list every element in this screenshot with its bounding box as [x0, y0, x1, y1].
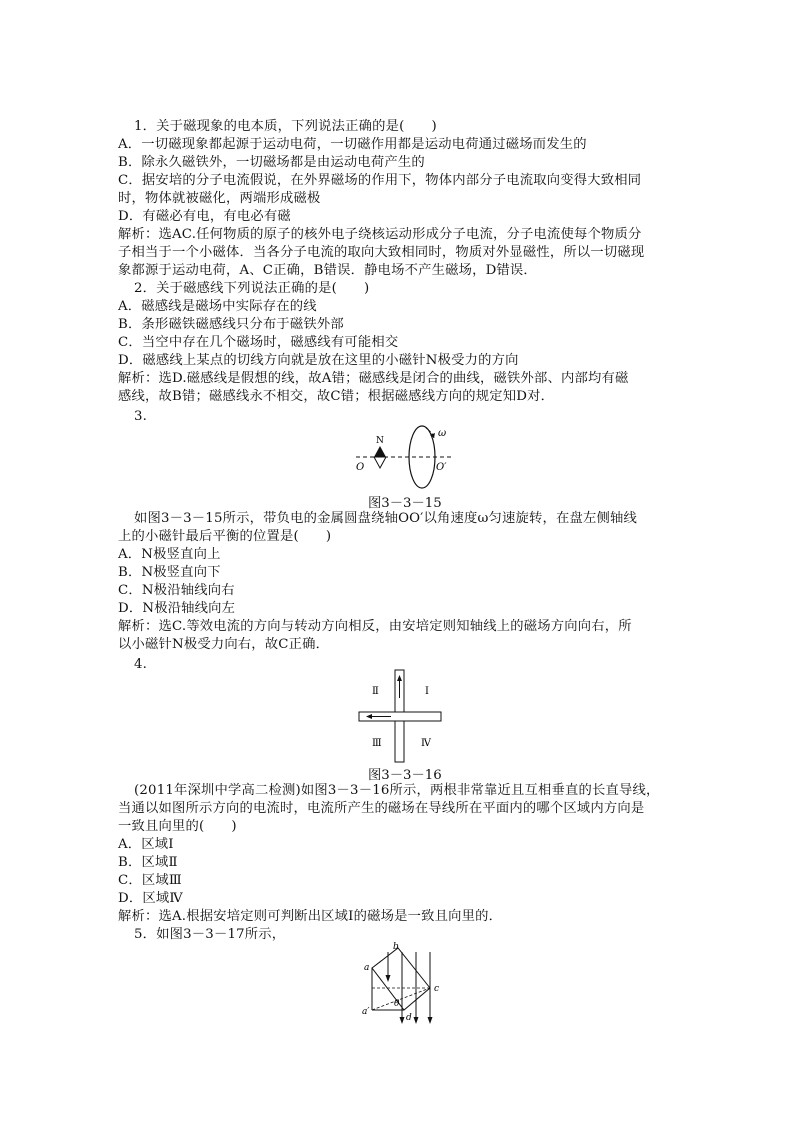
q2-analysis-line1: 解析：选D.磁感线是假想的线，故A错；磁感线是闭合的曲线，磁铁外部、内部均有磁 — [118, 371, 629, 386]
figure-3-3-16-caption: 图3－3－16 — [368, 768, 442, 783]
figure-3-3-16 — [355, 668, 445, 764]
q3-analysis-line1: 解析：选C.等效电流的方向与转动方向相反，由安培定则知轴线上的磁场方向向右，所 — [118, 619, 632, 634]
q3-option-a: A．N极竖直向上 — [118, 547, 221, 562]
q3-analysis-line2: 以小磁针N极受力向右，故C正确． — [118, 637, 330, 652]
label-o: O — [356, 462, 365, 473]
compass-needle-north — [374, 446, 386, 457]
q2-option-a: A．磁感线是磁场中实际存在的线 — [118, 299, 317, 314]
q3-number: 3. — [134, 409, 148, 424]
q1-option-c: C．据安培的分子电流假说，在外界磁场的作用下，物体内部分子电流取向变得大致相同 — [118, 173, 642, 188]
figure-3-3-15 — [350, 420, 460, 490]
label-d: d — [406, 1013, 412, 1023]
q1-option-b: B．除永久磁铁外，一切磁场都是由运动电荷产生的 — [118, 155, 425, 170]
q2-stem: 2．关于磁感线下列说法正确的是( ) — [134, 281, 370, 296]
down-arrow-icon — [386, 975, 391, 982]
q4-option-d: D．区域Ⅳ — [118, 891, 183, 906]
q1-analysis-line1: 解析：选AC.任何物质的原子的核外电子绕核运动形成分子电流，分子电流使每个物质分 — [118, 227, 642, 242]
label-c: c — [434, 984, 440, 994]
crossed-wires-diagram — [355, 668, 445, 764]
label-b: b — [393, 942, 399, 952]
q4-number: 4. — [134, 657, 148, 672]
q4-option-b: B．区域Ⅱ — [118, 855, 178, 870]
q1-option-a: A．一切磁现象都起源于运动电荷，一切磁作用都是运动电荷通过磁场而发生的 — [118, 137, 587, 152]
q3-option-b: B．N极竖直向下 — [118, 565, 221, 580]
region-2-label: Ⅱ — [372, 686, 379, 697]
disk-compass-diagram — [350, 420, 460, 490]
q4-analysis-line1: 解析：选A.根据安培定则可判断出区域Ⅰ的磁场是一致且向里的． — [118, 909, 503, 924]
q2-analysis-line2: 感线，故B错；磁感线永不相交，故C错；根据磁感线方向的规定知D对． — [118, 389, 555, 404]
q3-option-c: C．N极沿轴线向右 — [118, 583, 235, 598]
down-arrow-icon — [400, 1017, 405, 1024]
q2-option-b: B．条形磁铁磁感线只分布于磁铁外部 — [118, 317, 344, 332]
q4-option-c: C．区域Ⅲ — [118, 873, 182, 888]
figure-3-3-15-caption: 图3－3－15 — [368, 496, 442, 511]
label-a: a — [364, 963, 370, 973]
magnetic-field-frame-diagram — [360, 940, 450, 1026]
label-omega: ω — [438, 428, 447, 439]
region-3-label: Ⅲ — [372, 738, 382, 749]
q3-option-d: D．N极沿轴线向左 — [118, 601, 236, 616]
compass-needle-south — [374, 457, 386, 468]
q4-stem-line1: (2011年深圳中学高二检测)如图3－3－16所示，两根非常靠近且互相垂直的长直导线， — [134, 783, 660, 798]
region-1-label: Ⅰ — [425, 686, 429, 697]
label-o-prime: O′ — [436, 462, 447, 473]
q4-option-a: A．区域Ⅰ — [118, 837, 174, 852]
q1-analysis-line2: 子相当于一个小磁体．当各分子电流的取向大致相同时，物质对外显磁性，所以一切磁现 — [118, 245, 645, 260]
label-n: N — [376, 436, 384, 446]
region-4-label: Ⅳ — [421, 738, 431, 749]
q2-option-d: D．磁感线上某点的切线方向就是放在这里的小磁针N极受力的方向 — [118, 353, 519, 368]
q2-option-c: C．当空中存在几个磁场时，磁感线有可能相交 — [118, 335, 399, 350]
q4-stem-line2: 当通以如图所示方向的电流时，电流所产生的磁场在导线所在平面内的哪个区域内方向是 — [118, 801, 645, 816]
label-a-prime: a′ — [362, 1007, 370, 1017]
q1-stem: 1．关于磁现象的电本质，下列说法正确的是( ) — [134, 119, 437, 134]
q5-stem: 5．如图3－3－17所示， — [134, 927, 286, 942]
q3-stem-line1: 如图3－3－15所示，带负电的金属圆盘绕轴OO′以角速度ω匀速旋转，在盘左侧轴线 — [134, 511, 638, 526]
down-arrow-icon — [428, 1017, 433, 1024]
figure-3-3-17 — [360, 940, 450, 1026]
down-arrow-icon — [414, 1017, 419, 1024]
tilted-frame — [372, 948, 430, 1010]
q1-analysis-line3: 象都源于运动电荷，A、C正确，B错误．静电场不产生磁场，D错误． — [118, 263, 537, 278]
q3-stem-line2: 上的小磁针最后平衡的位置是( ) — [118, 529, 332, 544]
q1-option-c-cont: 时，物体就被磁化，两端形成磁极 — [118, 191, 321, 206]
q4-stem-line3: 一致且向里的( ) — [118, 819, 237, 834]
q1-option-d: D．有磁必有电，有电必有磁 — [118, 209, 291, 224]
label-theta: θ — [394, 999, 400, 1009]
